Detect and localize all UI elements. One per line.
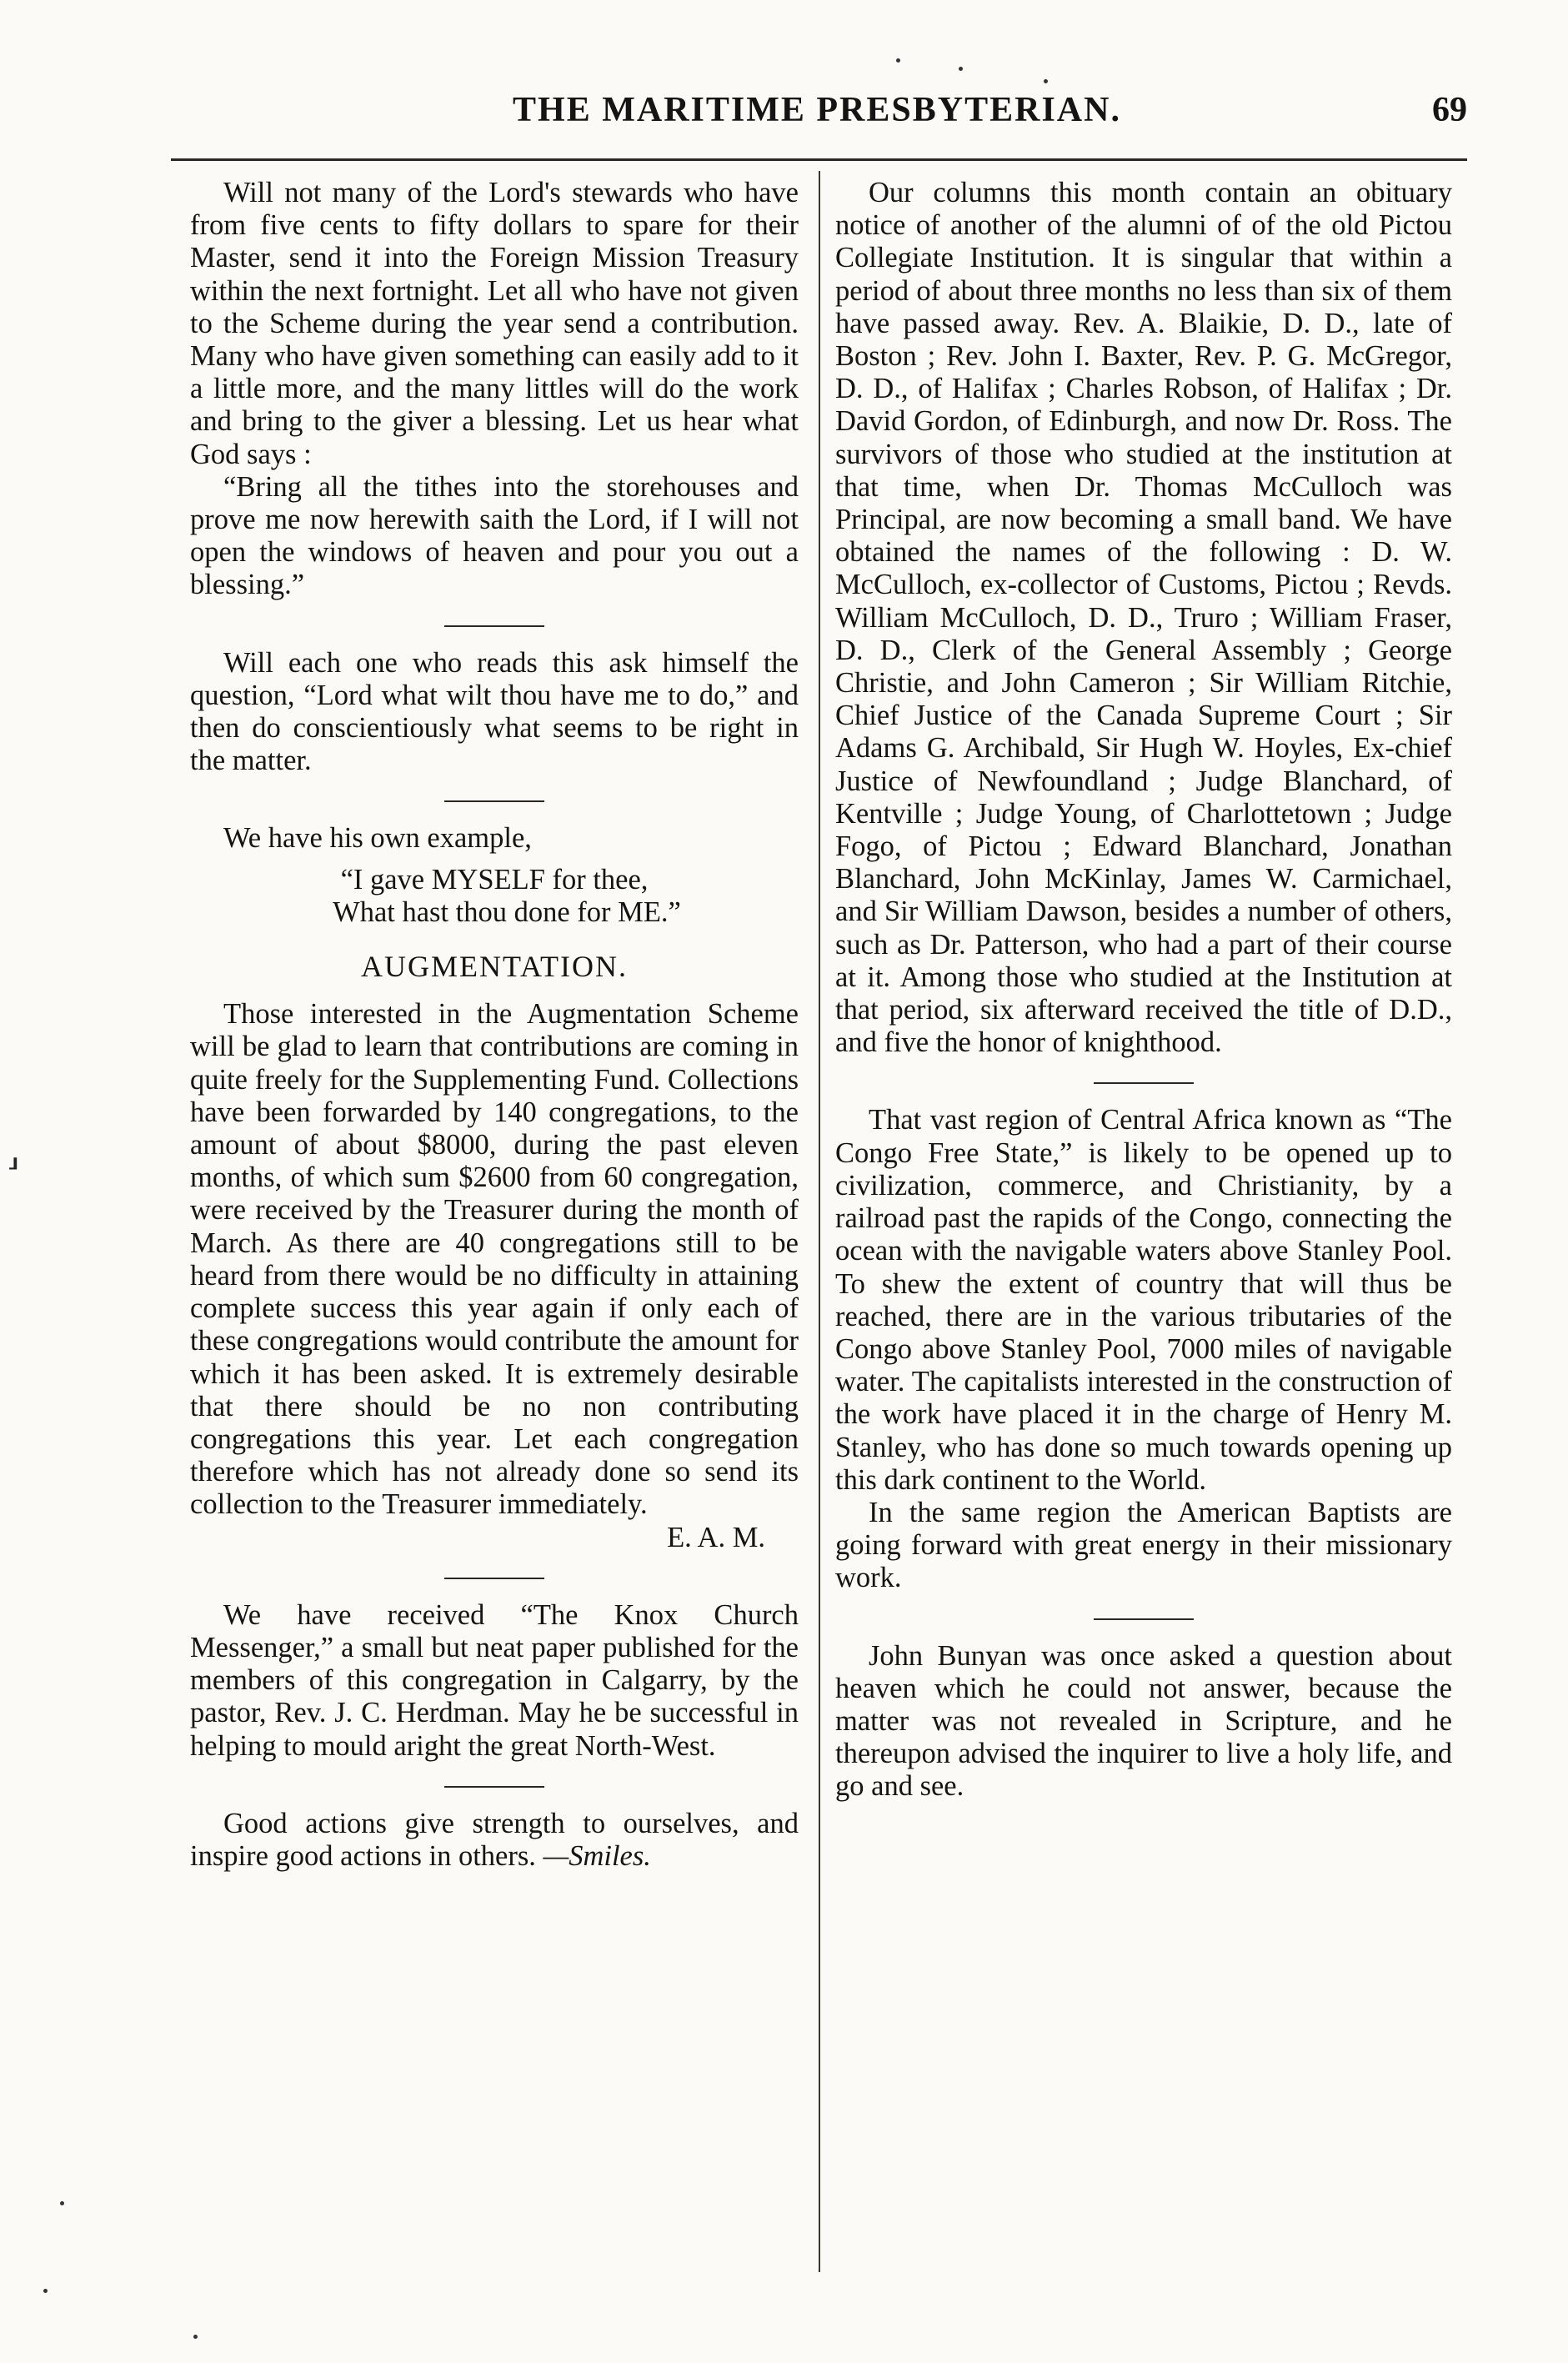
knox-paragraph: We have received “The Knox Church Messenger,” a small but neat paper published for the members of this congregation in Calgarry, by the pastor, Rev. J. C. Herdman. May he be successful in helping to mould aright the great North-West. (190, 1598, 799, 1762)
obituary-paragraph: Our columns this month contain an obituary notice of another of the alumni of of the old Pictou Collegiate Institution. It is singular that within a period of about three months no less than six of them have passed away. Rev. A. Blaikie, D. D., late of Boston ; Rev. John I. Baxter, Rev. P. G. McGregor, D. D., of Halifax ; Charles Robson, of Halifax ; Dr. David Gordon, of Edinburgh, and now Dr. Ross. The survivors of those who studied at the institution at that time, when Dr. Thomas McCulloch was Principal, are now becoming a small band. We have obtained the names of the following : D. W. McCulloch, ex-collector of Customs, Pictou ; Revds. William McCulloch, D. D., Truro ; William Fraser, D. D., Clerk of the General Assembly ; George Christie, and John Cameron ; Sir William Ritchie, Chief Justice of the Canada Supreme Court ; Sir Adams G. Archibald, Sir Hugh W. Hoyles, Ex-chief Justice of Newfoundland ; Judge Blanchard, of Kentville ; Judge Young, of Charlottetown ; Judge Fogo, of Pictou ; Edward Blanchard, Jonathan Blanchard, John McKinlay, James W. Carmichael, and Sir William Dawson, besides a number of others, such as Dr. Patterson, who had a part of their course at it. Among those who studied at the Institution at that period, six afterward received the title of D.D., and five the honor of knighthood. (835, 177, 1452, 1059)
example-paragraph: We have his own example, (223, 822, 532, 855)
augmentation-paragraph: Those interested in the Augmentation Scheme will be glad to learn that contributions are coming in quite freely for the Supplementing Fund. Collections have been forwarded by 140 congregations, to the amount of about $8000, during the past eleven months, of which sum $2600 from 60 congregation, were received by the Treasurer during the month of March. As there are 40 congregations still to be heard from there would be no difficulty in attaining complete success this year again if only each of these congregations would contribute the amount for which it has been asked. It is extremely desirable that there should be no non contributing congregations this year. Let each congregation therefore which has not already done so send its collection to the Treasurer immediately. (190, 998, 799, 1521)
stewards-paragraph: Will not many of the Lord's stewards who have from five cents to fifty dollars to spare for their Master, send it into the Foreign Mission Treasury within the next fortnight. Let all who have not given to the Scheme during the year send a contribution. Many who have given something can easily add to it a little more, and the many littles will do the work and bring to the giver a blessing. Let us hear what God says : (190, 177, 799, 470)
ink-speck (60, 2201, 64, 2205)
right-column (835, 177, 1452, 1804)
section-separator (1094, 1082, 1194, 1084)
baptists-paragraph: In the same region the American Baptists are going forward with great energy in their missionary work. (835, 1496, 1452, 1594)
congo-paragraph: That vast region of Central Africa known as “The Congo Free State,” is likely to be opened up to civilization, commerce, and Christianity, by a railroad past the rapids of the Congo, connecting the ocean with the navigable waters above Stanley Pool. To shew the extent of country that will thus be reached, there are in the various tributaries of the Congo above Stanley Pool, 7000 miles of navigable water. The capitalists interested in the construction of the work have placed it in the charge of Henry M. Stanley, who has done so much towards opening up this dark continent to the World. (835, 1104, 1452, 1496)
signature: E. A. M. (667, 1521, 765, 1553)
good-actions-paragraph (190, 1808, 799, 1873)
section-separator (444, 1786, 544, 1788)
ink-speck (959, 67, 963, 71)
running-title: THE MARITIME PRESBYTERIAN. (513, 91, 1121, 129)
verse-quote (190, 864, 799, 929)
question-paragraph: Will each one who reads this ask himself the question, “Lord what wilt thou have me to do,” and then do conscientiously what seems to be right in the matter. (190, 646, 799, 777)
section-separator (444, 800, 544, 802)
tithes-quote: “Bring all the tithes into the storehouses and prove me now herewith saith the Lord, if I will not open the windows of heaven and pour you out a blessing.” (190, 470, 799, 601)
ink-speck (193, 2335, 198, 2339)
ink-speck (43, 2289, 48, 2293)
section-separator (1094, 1618, 1194, 1620)
verse-line-1: “I gave MYSELF for thee, (340, 863, 649, 896)
ink-speck (1044, 79, 1048, 83)
ink-speck (896, 58, 900, 63)
column-divider (819, 171, 820, 2272)
augmentation-heading: AUGMENTATION. (360, 950, 629, 984)
margin-mark: ⸥ (7, 1135, 20, 1172)
good-actions-text: Good actions give strength to ourselves, and inspire good actions in others. (190, 1807, 799, 1872)
augmentation-signoff (190, 1522, 799, 1554)
header-rule (171, 158, 1467, 161)
page-header (167, 90, 1467, 140)
section-separator (444, 1578, 544, 1579)
section-separator (444, 625, 544, 627)
left-column (190, 177, 799, 1873)
verse-line-2: What hast thou done for ME.” (333, 896, 681, 928)
page-number: 69 (1432, 91, 1467, 129)
attribution: —Smiles. (543, 1839, 651, 1872)
bunyan-paragraph: John Bunyan was once asked a question about heaven which he could not answer, because the matter was not revealed in Scripture, and he thereupon advised the inquirer to live a holy life, and go and see. (835, 1639, 1452, 1803)
